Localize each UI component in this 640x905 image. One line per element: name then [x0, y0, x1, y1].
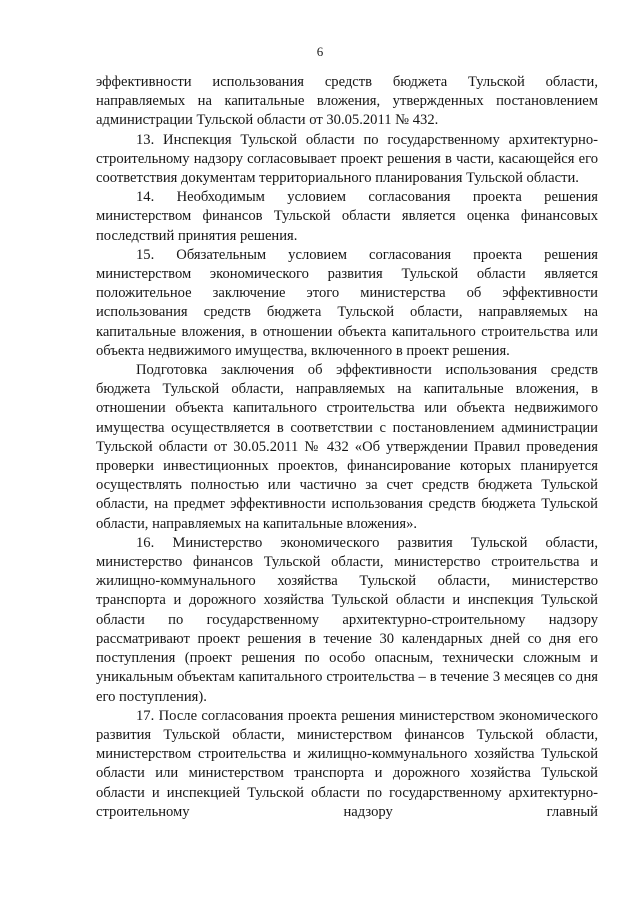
paragraph-13: 13. Инспекция Тульской области по государственному архитектурно-строительному надзору согласовывает проект решения в части, касающейся его соответствия документам территориального планирования Тульской области. — [96, 131, 598, 187]
paragraph-15-conclusion: Подготовка заключения об эффективности использования средств бюджета Тульской области, направляемых на капитальные вложения, в отношении объекта капитального строительства или объекта недвижимого имущества осуществляется в соответствии с постановлением администрации Тульской области от 30.05.2011 № 432 «Об утверждении Правил проведения проверки инвестиционных проектов, финансирование которых планируется осуществлять полностью или частично за счет средств бюджета Тульской области, на предмет эффективности использования средств бюджета Тульской области, направляемых на капитальные вложения». — [96, 362, 598, 532]
paragraph-continuation: эффективности использования средств бюджета Тульской области, направляемых на капитальные вложения, утвержденных постановлением администрации Тульской области от 30.05.2011 № 432. — [96, 74, 598, 129]
document-body — [96, 73, 598, 822]
paragraph-15: 15. Обязательным условием согласования проекта решения министерством экономического развития Тульской области является положительное заключение этого министерства об эффективности использования средств бюджета Тульской области, направляемых на капитальные вложения, в отношении объекта капитального строительства или объекта недвижимого имущества, включенного в проект решения. — [96, 246, 598, 359]
paragraph-16: 16. Министерство экономического развития Тульской области, министерство финансов Тульской области, министерство строительства и жилищно-коммунального хозяйства Тульской области, министерство транспорта и дорожного хозяйства Тульской области и инспекция Тульской области по государственному архитектурно-строительному надзору рассматривают проект решения в течение 30 календарных дней со дня его поступления (проект решения по особо опасным, технически сложным и уникальным объектам капитального строительства – в течение 3 месяцев со дня его поступления). — [96, 534, 598, 705]
paragraph-17: 17. После согласования проекта решения министерством экономического развития Тульской области, министерством финансов Тульской области, министерством строительства и жилищно-коммунального хозяйства Тульской области или министерством транспорта и дорожного хозяйства Тульской области и инспекцией Тульской области по государственному архитектурно-строительному надзору главный — [96, 707, 598, 820]
page-number: 6 — [316, 44, 324, 59]
paragraph-14: 14. Необходимым условием согласования проекта решения министерством финансов Тульской области является оценка финансовых последствий принятия решения. — [96, 189, 598, 244]
